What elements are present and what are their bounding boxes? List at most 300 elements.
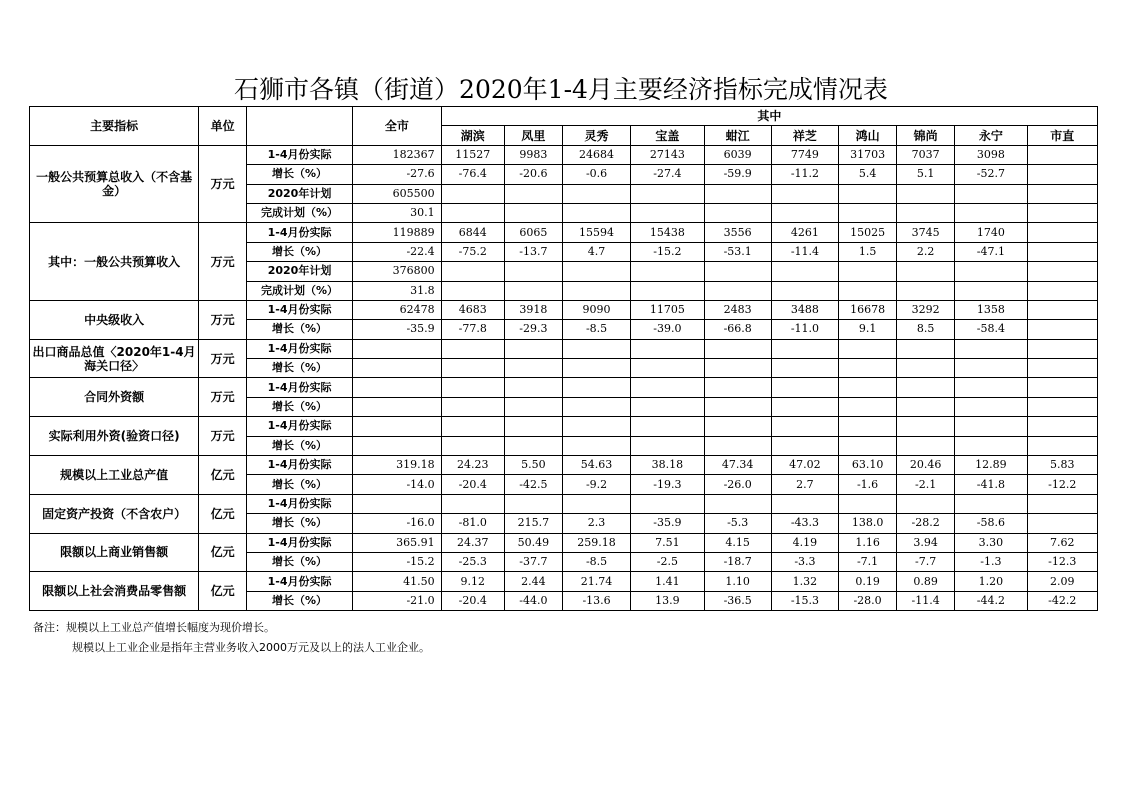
town-value-cell: 9.1 [839,320,897,339]
town-value-cell: -8.5 [562,552,630,571]
town-value-cell [839,417,897,436]
unit-label: 亿元 [199,572,247,611]
city-total-cell [353,378,442,397]
town-value-cell [897,339,955,358]
town-value-cell: 7749 [771,145,838,164]
town-value-cell [562,494,630,513]
town-value-cell [771,436,838,455]
town-value-cell: 2.3 [562,514,630,533]
town-value-cell [704,436,771,455]
unit-label: 亿元 [199,494,247,533]
metric-label: 1-4月份实际 [247,223,353,242]
town-value-cell [955,281,1027,300]
town-value-cell [441,339,504,358]
town-value-cell: -58.4 [955,320,1027,339]
town-value-cell: -15.3 [771,591,838,610]
town-value-cell [897,397,955,416]
town-value-cell: -58.6 [955,514,1027,533]
town-value-cell: 7.62 [1027,533,1097,552]
town-value-cell [897,378,955,397]
town-value-cell [839,378,897,397]
town-value-cell [1027,281,1097,300]
city-total-cell: -14.0 [353,475,442,494]
town-value-cell: -3.3 [771,552,838,571]
town-value-cell: 3.30 [955,533,1027,552]
town-value-cell: -12.2 [1027,475,1097,494]
town-value-cell: -47.1 [955,242,1027,261]
town-value-cell [631,281,704,300]
header-of-which: 其中 [441,107,1097,126]
town-value-cell [771,359,838,378]
town-value-cell [441,436,504,455]
town-value-cell [704,281,771,300]
town-value-cell: -41.8 [955,475,1027,494]
town-value-cell: 38.18 [631,456,704,475]
metric-label: 增长（%） [247,591,353,610]
town-value-cell: 63.10 [839,456,897,475]
indicator-label: 一般公共预算总收入（不含基金） [30,145,199,223]
town-value-cell [839,397,897,416]
town-value-cell: -39.0 [631,320,704,339]
town-value-cell: -8.5 [562,320,630,339]
unit-label: 亿元 [199,533,247,572]
town-value-cell [955,397,1027,416]
town-value-cell [771,339,838,358]
metric-label: 1-4月份实际 [247,456,353,475]
indicator-label: 中央级收入 [30,300,199,339]
town-value-cell: 15025 [839,223,897,242]
town-value-cell: -20.4 [441,591,504,610]
town-value-cell: -9.2 [562,475,630,494]
town-value-cell: 21.74 [562,572,630,591]
town-value-cell: 4.7 [562,242,630,261]
town-value-cell [562,359,630,378]
metric-label: 增长（%） [247,165,353,184]
town-value-cell: 4.19 [771,533,838,552]
town-value-cell [955,494,1027,513]
town-value-cell [504,359,562,378]
town-value-cell [839,203,897,222]
town-value-cell [839,436,897,455]
town-value-cell: -11.4 [897,591,955,610]
town-value-cell: 5.83 [1027,456,1097,475]
metric-label: 2020年计划 [247,184,353,203]
town-value-cell: -37.7 [504,552,562,571]
town-value-cell [631,339,704,358]
metric-label: 增长（%） [247,242,353,261]
metric-label: 1-4月份实际 [247,145,353,164]
city-total-cell: 376800 [353,262,442,281]
metric-label: 增长（%） [247,359,353,378]
indicator-label: 合同外资额 [30,378,199,417]
town-value-cell: 31703 [839,145,897,164]
table-row [30,494,1098,513]
town-value-cell: 54.63 [562,456,630,475]
metric-label: 1-4月份实际 [247,572,353,591]
metric-label: 2020年计划 [247,262,353,281]
town-value-cell [562,339,630,358]
header-town: 鸿山 [839,126,897,145]
town-value-cell: 4261 [771,223,838,242]
town-value-cell: 12.89 [955,456,1027,475]
town-value-cell [1027,436,1097,455]
town-value-cell [839,339,897,358]
town-value-cell [771,494,838,513]
town-value-cell: -15.2 [631,242,704,261]
unit-label: 万元 [199,145,247,223]
town-value-cell: -13.6 [562,591,630,610]
town-value-cell: -5.3 [704,514,771,533]
indicator-label: 限额以上商业销售额 [30,533,199,572]
town-value-cell [1027,262,1097,281]
town-value-cell: 1.16 [839,533,897,552]
town-value-cell [771,378,838,397]
indicator-label: 出口商品总值〈2020年1-4月海关口径〉 [30,339,199,378]
town-value-cell: -1.3 [955,552,1027,571]
town-value-cell: 3098 [955,145,1027,164]
town-value-cell: 259.18 [562,533,630,552]
town-value-cell: -2.1 [897,475,955,494]
town-value-cell: 13.9 [631,591,704,610]
town-value-cell: -1.6 [839,475,897,494]
town-value-cell [897,359,955,378]
town-value-cell: -43.3 [771,514,838,533]
town-value-cell [441,262,504,281]
town-value-cell: -27.4 [631,165,704,184]
town-value-cell: 2483 [704,300,771,319]
town-value-cell: -12.3 [1027,552,1097,571]
town-value-cell: -11.2 [771,165,838,184]
economic-indicators-table [29,106,1098,611]
header-town: 永宁 [955,126,1027,145]
town-value-cell: -20.4 [441,475,504,494]
town-value-cell [839,262,897,281]
metric-label: 1-4月份实际 [247,378,353,397]
town-value-cell [1027,184,1097,203]
unit-label: 万元 [199,223,247,301]
metric-label: 增长（%） [247,436,353,455]
page-title: 石狮市各镇（街道）2020年1-4月主要经济指标完成情况表 [234,75,888,104]
town-value-cell: 0.89 [897,572,955,591]
town-value-cell: -59.9 [704,165,771,184]
table-row [30,533,1098,552]
town-value-cell [562,417,630,436]
town-value-cell: -44.2 [955,591,1027,610]
town-value-cell [631,262,704,281]
header-town: 市直 [1027,126,1097,145]
town-value-cell: 1.5 [839,242,897,261]
indicator-label: 其中：一般公共预算收入 [30,223,199,301]
city-total-cell: -21.0 [353,591,442,610]
town-value-cell [1027,417,1097,436]
town-value-cell: 1358 [955,300,1027,319]
town-value-cell [704,359,771,378]
town-value-cell: -66.8 [704,320,771,339]
town-value-cell [1027,203,1097,222]
town-value-cell: 4.15 [704,533,771,552]
indicator-label: 实际利用外资(验资口径) [30,417,199,456]
town-value-cell [631,417,704,436]
town-value-cell: 1.20 [955,572,1027,591]
header-unit: 单位 [199,107,247,146]
town-value-cell: 9.12 [441,572,504,591]
city-total-cell: 365.91 [353,533,442,552]
header-town: 凤里 [504,126,562,145]
town-value-cell: 20.46 [897,456,955,475]
city-total-cell [353,436,442,455]
town-value-cell [441,494,504,513]
city-total-cell: 41.50 [353,572,442,591]
town-value-cell [704,397,771,416]
city-total-cell [353,494,442,513]
town-value-cell: 50.49 [504,533,562,552]
town-value-cell [704,494,771,513]
town-value-cell: 0.19 [839,572,897,591]
town-value-cell [955,378,1027,397]
town-value-cell [504,184,562,203]
town-value-cell [955,262,1027,281]
town-value-cell [771,184,838,203]
unit-label: 万元 [199,300,247,339]
town-value-cell: 1.32 [771,572,838,591]
town-value-cell: -42.2 [1027,591,1097,610]
city-total-cell: 62478 [353,300,442,319]
town-value-cell: -77.8 [441,320,504,339]
header-city-total: 全市 [353,107,442,146]
town-value-cell: 27143 [631,145,704,164]
town-value-cell [839,359,897,378]
town-value-cell: -36.5 [704,591,771,610]
town-value-cell [441,359,504,378]
town-value-cell [1027,494,1097,513]
town-value-cell: 2.7 [771,475,838,494]
town-value-cell: -7.7 [897,552,955,571]
town-value-cell [562,184,630,203]
town-value-cell [631,494,704,513]
town-value-cell [771,203,838,222]
town-value-cell [839,184,897,203]
indicator-label: 规模以上工业总产值 [30,456,199,495]
town-value-cell: 9090 [562,300,630,319]
town-value-cell: 47.02 [771,456,838,475]
town-value-cell: 15594 [562,223,630,242]
header-town: 宝盖 [631,126,704,145]
town-value-cell [955,184,1027,203]
footnote-2: 规模以上工业企业是指年主营业务收入2000万元及以上的法人工业企业。 [72,641,430,654]
header-town: 锦尚 [897,126,955,145]
town-value-cell: 1.10 [704,572,771,591]
town-value-cell: 6844 [441,223,504,242]
town-value-cell [1027,359,1097,378]
metric-label: 1-4月份实际 [247,300,353,319]
town-value-cell [504,417,562,436]
town-value-cell: -35.9 [631,514,704,533]
town-value-cell [631,436,704,455]
town-value-cell: -44.0 [504,591,562,610]
town-value-cell: -19.3 [631,475,704,494]
town-value-cell: -18.7 [704,552,771,571]
town-value-cell [504,203,562,222]
table-row [30,417,1098,436]
town-value-cell [504,436,562,455]
town-value-cell: -81.0 [441,514,504,533]
town-value-cell [955,417,1027,436]
header-town: 灵秀 [562,126,630,145]
town-value-cell [704,184,771,203]
town-value-cell [1027,339,1097,358]
town-value-cell [897,494,955,513]
header-indicator: 主要指标 [30,107,199,146]
town-value-cell [441,203,504,222]
town-value-cell: -76.4 [441,165,504,184]
town-value-cell: -25.3 [441,552,504,571]
town-value-cell: 3556 [704,223,771,242]
city-total-cell: 182367 [353,145,442,164]
town-value-cell [704,203,771,222]
town-value-cell: 5.4 [839,165,897,184]
town-value-cell [562,262,630,281]
town-value-cell: 3918 [504,300,562,319]
city-total-cell: -16.0 [353,514,442,533]
header-metric-blank [247,107,353,146]
metric-label: 完成计划（%） [247,281,353,300]
city-total-cell: -15.2 [353,552,442,571]
town-value-cell [631,359,704,378]
city-total-cell: 31.8 [353,281,442,300]
town-value-cell [1027,165,1097,184]
footnotes [33,618,430,658]
indicator-label: 限额以上社会消费品零售额 [30,572,199,611]
town-value-cell [897,203,955,222]
town-value-cell: -42.5 [504,475,562,494]
town-value-cell [955,436,1027,455]
town-value-cell [562,436,630,455]
town-value-cell: 15438 [631,223,704,242]
town-value-cell: -11.0 [771,320,838,339]
town-value-cell: 2.44 [504,572,562,591]
unit-label: 亿元 [199,456,247,495]
town-value-cell [631,397,704,416]
town-value-cell: -20.6 [504,165,562,184]
town-value-cell: 24684 [562,145,630,164]
unit-label: 万元 [199,378,247,417]
town-value-cell: -52.7 [955,165,1027,184]
town-value-cell [504,262,562,281]
town-value-cell: 11527 [441,145,504,164]
footnote-1: 备注：规模以上工业总产值增长幅度为现价增长。 [33,621,275,634]
town-value-cell: -26.0 [704,475,771,494]
town-value-cell: 7.51 [631,533,704,552]
town-value-cell: 11705 [631,300,704,319]
town-value-cell: 138.0 [839,514,897,533]
unit-label: 万元 [199,339,247,378]
town-value-cell: -53.1 [704,242,771,261]
city-total-cell: 319.18 [353,456,442,475]
town-value-cell [504,339,562,358]
town-value-cell [441,378,504,397]
town-value-cell: 24.37 [441,533,504,552]
town-value-cell: 47.34 [704,456,771,475]
city-total-cell: -35.9 [353,320,442,339]
town-value-cell [631,184,704,203]
table-row [30,339,1098,358]
metric-label: 增长（%） [247,475,353,494]
town-value-cell [631,378,704,397]
town-value-cell [441,184,504,203]
town-value-cell [897,184,955,203]
city-total-cell: -22.4 [353,242,442,261]
town-value-cell [771,281,838,300]
town-value-cell: 3488 [771,300,838,319]
metric-label: 1-4月份实际 [247,339,353,358]
metric-label: 1-4月份实际 [247,494,353,513]
town-value-cell: -28.0 [839,591,897,610]
town-value-cell: 3292 [897,300,955,319]
city-total-cell: 119889 [353,223,442,242]
town-value-cell [631,203,704,222]
town-value-cell: 3745 [897,223,955,242]
metric-label: 增长（%） [247,514,353,533]
table-row [30,378,1098,397]
metric-label: 1-4月份实际 [247,533,353,552]
town-value-cell: 1740 [955,223,1027,242]
town-value-cell [955,359,1027,378]
metric-label: 1-4月份实际 [247,417,353,436]
metric-label: 增长（%） [247,320,353,339]
header-town: 祥芝 [771,126,838,145]
town-value-cell [562,378,630,397]
town-value-cell: 7037 [897,145,955,164]
metric-label: 增长（%） [247,397,353,416]
town-value-cell: -29.3 [504,320,562,339]
town-value-cell: -11.4 [771,242,838,261]
metric-label: 增长（%） [247,552,353,571]
town-value-cell [1027,397,1097,416]
metric-label: 完成计划（%） [247,203,353,222]
town-value-cell [897,262,955,281]
town-value-cell: 5.1 [897,165,955,184]
town-value-cell [1027,223,1097,242]
town-value-cell [562,397,630,416]
header-town: 蚶江 [704,126,771,145]
city-total-cell [353,397,442,416]
town-value-cell [1027,145,1097,164]
town-value-cell: 2.09 [1027,572,1097,591]
table-row [30,145,1098,164]
town-value-cell: -2.5 [631,552,704,571]
unit-label: 万元 [199,417,247,456]
town-value-cell: 16678 [839,300,897,319]
town-value-cell [704,378,771,397]
town-value-cell: 1.41 [631,572,704,591]
town-value-cell [897,436,955,455]
town-value-cell [1027,242,1097,261]
town-value-cell: 24.23 [441,456,504,475]
town-value-cell [1027,378,1097,397]
town-value-cell [1027,300,1097,319]
town-value-cell [441,281,504,300]
town-value-cell [441,397,504,416]
town-value-cell: -7.1 [839,552,897,571]
town-value-cell: -0.6 [562,165,630,184]
town-value-cell [504,281,562,300]
town-value-cell [1027,514,1097,533]
town-value-cell [562,281,630,300]
town-value-cell: 8.5 [897,320,955,339]
town-value-cell: 9983 [504,145,562,164]
town-value-cell: 2.2 [897,242,955,261]
header-town: 湖滨 [441,126,504,145]
